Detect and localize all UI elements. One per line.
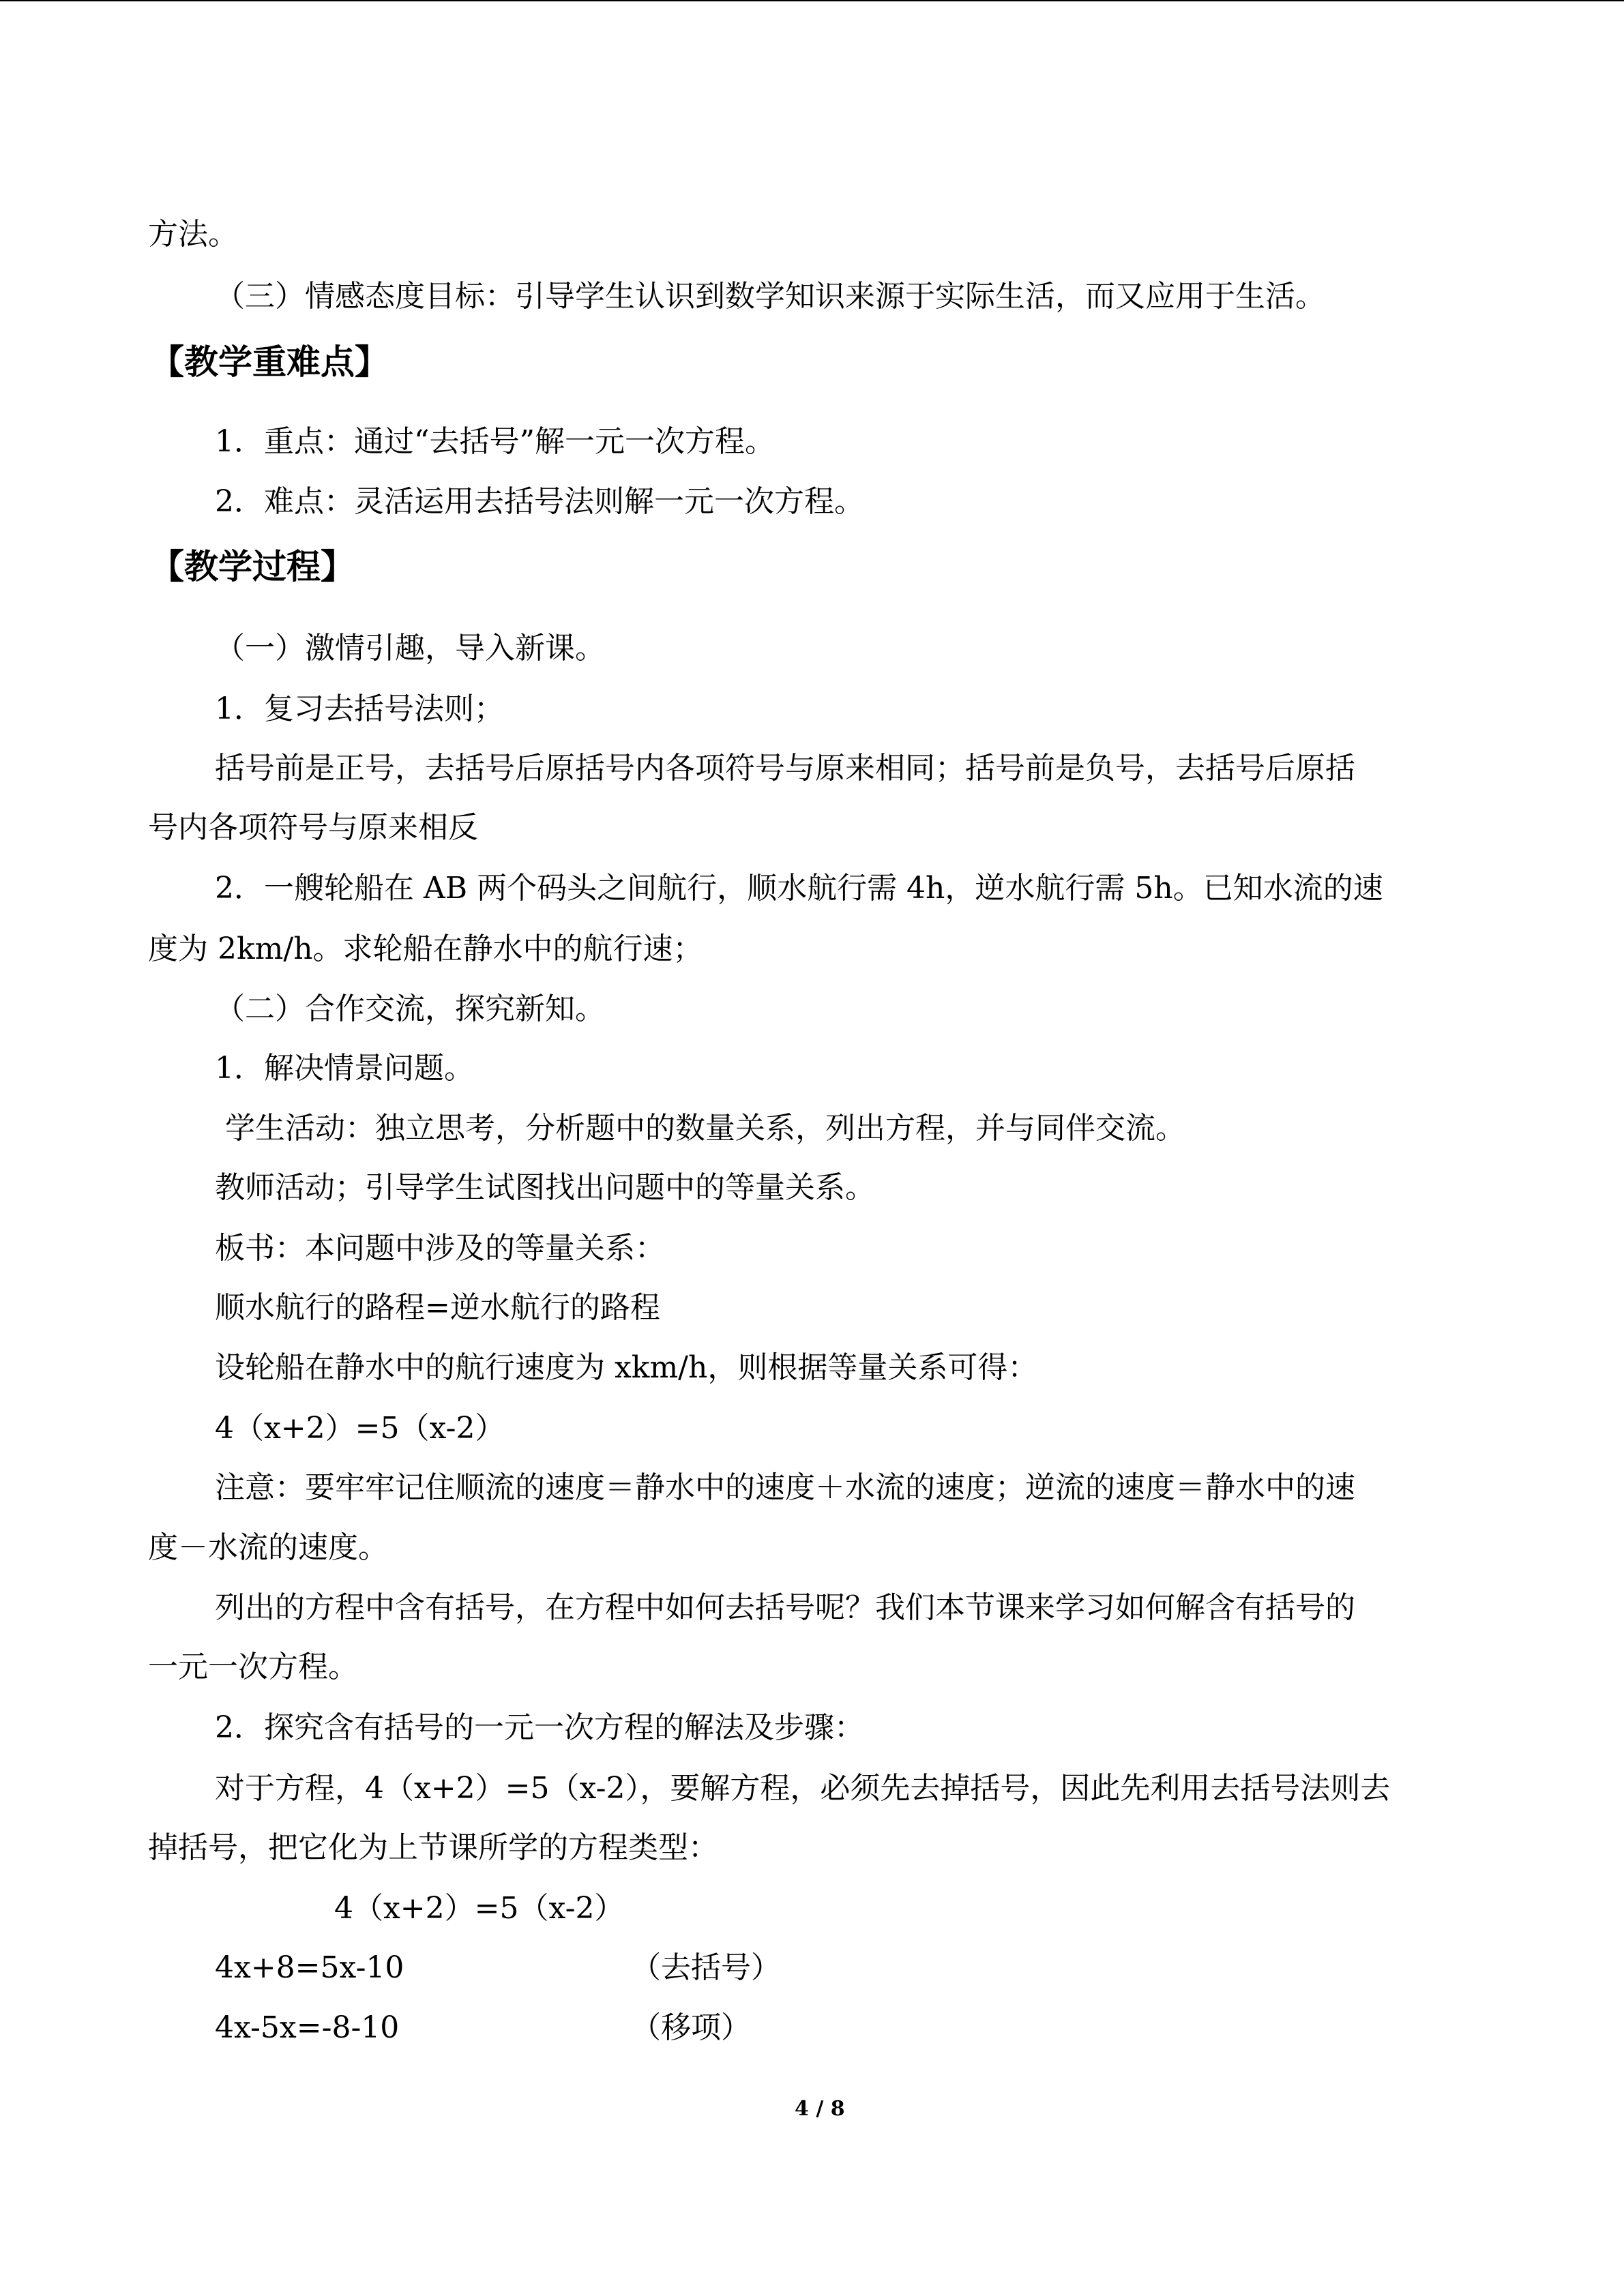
text-line: 1．解决情景问题。: [215, 1051, 474, 1086]
text-line: 1．重点：通过“去括号”解一元一次方程。: [215, 424, 775, 459]
text-line: 顺水航行的路程=逆水航行的路程: [215, 1290, 660, 1325]
equation-step-note: （去括号）: [631, 1950, 781, 1985]
text-line: 掉括号，把它化为上节课所学的方程类型：: [148, 1830, 718, 1865]
text-line: 方法。: [148, 217, 238, 252]
equation-line: 4（x+2）=5（x-2）: [215, 1411, 505, 1446]
equation-line: 4（x+2）=5（x-2）: [334, 1891, 625, 1926]
text-line: 设轮船在静水中的航行速度为 xkm/h，则根据等量关系可得：: [215, 1350, 1038, 1385]
text-line: 2．难点：灵活运用去括号法则解一元一次方程。: [215, 484, 864, 519]
text-line: 1．复习去括号法则；: [215, 691, 504, 726]
text-line: 列出的方程中含有括号，在方程中如何去括号呢？我们本节课来学习如何解含有括号的: [215, 1590, 1355, 1625]
equation-step: 4x-5x=-8-10: [215, 2010, 400, 2045]
text-line: 度－水流的速度。: [148, 1530, 388, 1565]
text-line: 2．探究含有括号的一元一次方程的解法及步骤：: [215, 1710, 864, 1745]
equation-step-note: （移项）: [631, 2010, 751, 2045]
text-line: 板书：本问题中涉及的等量关系：: [215, 1231, 665, 1266]
text-line: （二）合作交流，探究新知。: [215, 992, 605, 1026]
equation-step: 4x+8=5x-10: [215, 1950, 404, 1985]
text-line: 注意：要牢牢记住顺流的速度＝静水中的速度＋水流的速度；逆流的速度＝静水中的速: [215, 1470, 1355, 1505]
text-line: 学生活动：独立思考，分析题中的数量关系，列出方程，并与同伴交流。: [225, 1111, 1185, 1146]
text-line: （一）激情引趣，导入新课。: [215, 631, 605, 666]
text-line: （三）情感态度目标：引导学生认识到数学知识来源于实际生活，而又应用于生活。: [215, 279, 1325, 314]
text-line: 号内各项符号与原来相反: [148, 810, 478, 845]
section-heading-process: 【教学过程】: [150, 547, 355, 586]
page-top-border: [0, 0, 1624, 1]
text-line: 2．一艘轮船在 AB 两个码头之间航行，顺水航行需 4h，逆水航行需 5h。已知水流的速: [215, 871, 1383, 906]
text-line: 对于方程，4（x+2）=5（x-2），要解方程，必须先去掉括号，因此先利用去括号法则去: [215, 1771, 1391, 1806]
text-line: 度为 2km/h。求轮船在静水中的航行速；: [148, 931, 703, 966]
page-number: 4 / 8: [795, 2097, 845, 2121]
text-line: 括号前是正号，去括号后原括号内各项符号与原来相同；括号前是负号，去括号后原括: [215, 751, 1355, 786]
text-line: 一元一次方程。: [148, 1650, 358, 1684]
text-line: 教师活动；引导学生试图找出问题中的等量关系。: [215, 1170, 875, 1205]
section-heading-key-points: 【教学重难点】: [150, 342, 389, 382]
